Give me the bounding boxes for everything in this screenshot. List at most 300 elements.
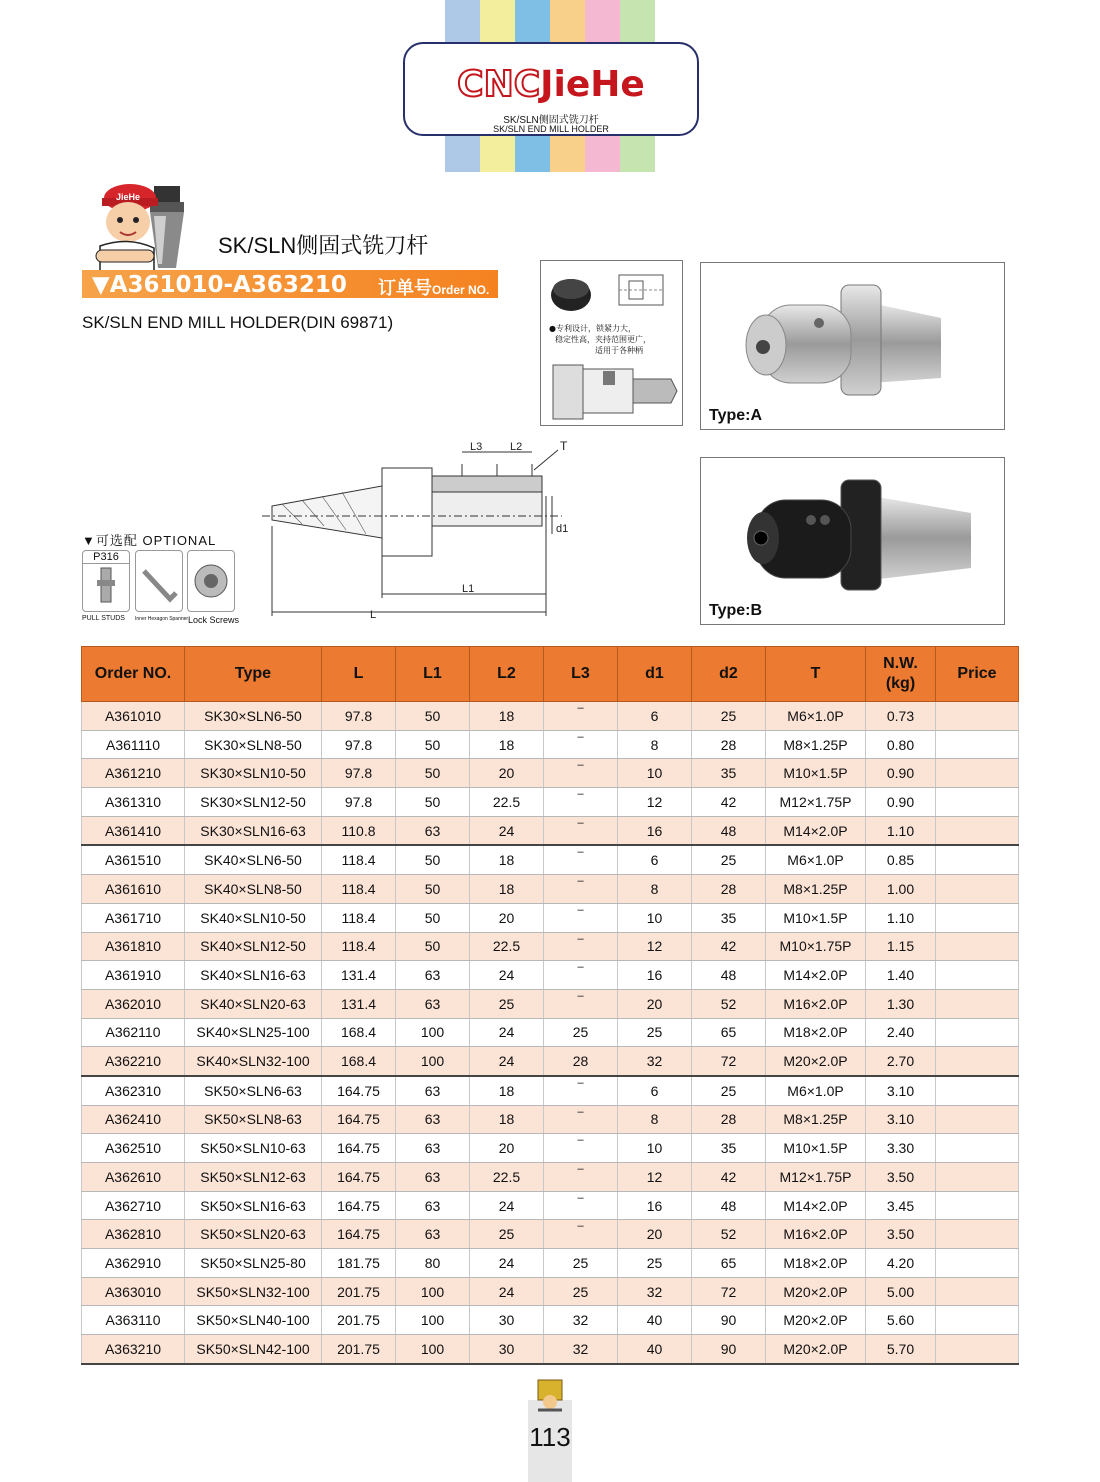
cell-d1: 25 [618,1249,692,1278]
lock-screw-label: Lock Screws [188,615,240,625]
cell-order-no: A361610 [82,875,185,904]
header-type: Type [185,647,322,702]
logo-subtitle-en: SK/SLN END MILL HOLDER [493,124,609,134]
cell-type: SK50×SLN12-63 [185,1163,322,1192]
cell-t: M6×1.0P [766,702,866,731]
cell-order-no: A363110 [82,1306,185,1335]
table-row [82,702,1019,731]
order-label-en: Order NO. [432,283,490,297]
feature-note-line: ●专利设计，锁紧力大， [549,324,636,333]
cell-l: 118.4 [322,875,396,904]
table-row [82,961,1019,990]
feature-inset [540,260,683,426]
cell-d2: 72 [692,1047,766,1076]
cell-type: SK50×SLN40-100 [185,1306,322,1335]
cell-type: SK50×SLN42-100 [185,1335,322,1364]
cell-nw: 3.50 [866,1220,936,1249]
cell-l1: 100 [396,1306,470,1335]
pull-stud-icon [83,564,129,608]
mascot-footer-icon [532,1376,568,1412]
cell-t: M16×2.0P [766,1220,866,1249]
cell-order-no: A362110 [82,1018,185,1047]
cell-l2: 18 [470,845,544,874]
cell-price [936,1018,1019,1047]
cell-d2: 48 [692,816,766,845]
cell-nw: 0.90 [866,788,936,817]
header-l2: L2 [470,647,544,702]
cell-price [936,1047,1019,1076]
cell-l1: 50 [396,875,470,904]
cell-type: SK40×SLN8-50 [185,875,322,904]
cell-d1: 16 [618,1191,692,1220]
cell-d1: 12 [618,1163,692,1192]
cell-t: M18×2.0P [766,1018,866,1047]
cell-type: SK40×SLN16-63 [185,961,322,990]
cell-l2: 30 [470,1306,544,1335]
cell-d1: 32 [618,1277,692,1306]
cell-l3: – [544,702,618,731]
cell-l2: 30 [470,1335,544,1364]
optional-title: ▼可选配 OPTIONAL [82,533,217,548]
cell-d1: 40 [618,1335,692,1364]
cell-l: 118.4 [322,845,396,874]
cell-d1: 25 [618,1018,692,1047]
cell-l2: 22.5 [470,932,544,961]
cell-nw: 1.00 [866,875,936,904]
cell-l3: – [544,1134,618,1163]
table-header [82,647,1019,702]
cell-l3: – [544,845,618,874]
cell-type: SK40×SLN20-63 [185,989,322,1018]
cell-d1: 20 [618,989,692,1018]
cell-price [936,1076,1019,1105]
cell-d2: 35 [692,903,766,932]
cell-nw: 3.30 [866,1134,936,1163]
product-subtitle: SK/SLN END MILL HOLDER(DIN 69871) [82,313,394,332]
pull-stud-option [82,550,130,612]
technical-drawing [262,436,582,626]
cell-price [936,1105,1019,1134]
cell-type: SK40×SLN6-50 [185,845,322,874]
table-row [82,1018,1019,1047]
dim-label-l2: L2 [510,441,523,453]
header-l3: L3 [544,647,618,702]
table-row [82,1047,1019,1076]
cell-l1: 63 [396,1134,470,1163]
cell-d1: 16 [618,961,692,990]
order-label-cn: 订单号 [378,278,432,298]
brand-logo-box [403,42,699,136]
cell-l: 97.8 [322,759,396,788]
cell-l2: 20 [470,903,544,932]
cell-d2: 25 [692,845,766,874]
cell-type: SK40×SLN12-50 [185,932,322,961]
table-row [82,1249,1019,1278]
cell-order-no: A362810 [82,1220,185,1249]
type-a-photo [700,262,1005,430]
type-b-photo [700,457,1005,625]
cell-l1: 100 [396,1047,470,1076]
cell-type: SK50×SLN8-63 [185,1105,322,1134]
cell-l3: – [544,903,618,932]
mascot-illustration [92,176,222,276]
cell-type: SK50×SLN6-63 [185,1076,322,1105]
table-row [82,1076,1019,1105]
cell-l3: – [544,1191,618,1220]
cell-l3: – [544,875,618,904]
header-nw: N.W. (kg) [866,647,936,702]
logo-jiehe: JieHe [540,64,645,105]
logo-cnc: CNC [457,64,541,105]
cell-order-no: A361010 [82,702,185,731]
cell-d1: 6 [618,1076,692,1105]
cell-t: M8×1.25P [766,1105,866,1134]
cell-l2: 24 [470,1047,544,1076]
cell-type: SK50×SLN16-63 [185,1191,322,1220]
cell-l3: – [544,1105,618,1134]
cell-l2: 25 [470,989,544,1018]
header-d2: d2 [692,647,766,702]
cell-d1: 10 [618,903,692,932]
table-row [82,759,1019,788]
cell-l2: 24 [470,1018,544,1047]
header-l: L [322,647,396,702]
dim-label-t: T [560,439,568,453]
cell-t: M18×2.0P [766,1249,866,1278]
cell-l3: 25 [544,1277,618,1306]
cell-nw: 5.60 [866,1306,936,1335]
cell-l: 201.75 [322,1306,396,1335]
table-row [82,788,1019,817]
cell-l3: – [544,932,618,961]
cell-order-no: A361810 [82,932,185,961]
cell-l2: 24 [470,816,544,845]
cell-d2: 48 [692,961,766,990]
cell-t: M20×2.0P [766,1306,866,1335]
cell-l1: 80 [396,1249,470,1278]
table-row [82,1191,1019,1220]
cell-price [936,1249,1019,1278]
cell-l2: 18 [470,702,544,731]
cell-l1: 50 [396,788,470,817]
cell-d2: 90 [692,1306,766,1335]
cell-l: 110.8 [322,816,396,845]
cell-l2: 22.5 [470,788,544,817]
header-t: T [766,647,866,702]
cell-l1: 100 [396,1018,470,1047]
cell-l1: 100 [396,1335,470,1364]
cell-type: SK30×SLN16-63 [185,816,322,845]
cell-order-no: A362710 [82,1191,185,1220]
product-title-cn: SK/SLN侧固式铣刀杆 [218,233,429,258]
header-l1: L1 [396,647,470,702]
dim-label-d1: d1 [556,523,569,535]
cell-l: 201.75 [322,1277,396,1306]
cell-d2: 25 [692,1076,766,1105]
cell-l: 97.8 [322,788,396,817]
cell-price [936,730,1019,759]
cell-l: 164.75 [322,1220,396,1249]
cell-l2: 20 [470,759,544,788]
cell-d1: 10 [618,759,692,788]
cell-price [936,759,1019,788]
cell-l: 118.4 [322,932,396,961]
order-number-bar [82,270,498,298]
cell-d1: 12 [618,788,692,817]
cell-l1: 100 [396,1277,470,1306]
cell-d2: 90 [692,1335,766,1364]
header-d1: d1 [618,647,692,702]
cell-t: M16×2.0P [766,989,866,1018]
cell-nw: 3.10 [866,1076,936,1105]
mascot-cap-text: JieHe [116,192,141,202]
cell-order-no: A361710 [82,903,185,932]
cell-t: M20×2.0P [766,1335,866,1364]
cell-price [936,1335,1019,1364]
cell-d2: 28 [692,875,766,904]
cell-t: M8×1.25P [766,730,866,759]
cell-price [936,816,1019,845]
cell-nw: 1.15 [866,932,936,961]
cell-price [936,961,1019,990]
cell-l: 201.75 [322,1335,396,1364]
cell-l2: 24 [470,1249,544,1278]
cell-d2: 42 [692,788,766,817]
cell-price [936,1163,1019,1192]
cell-order-no: A362310 [82,1076,185,1105]
cell-l1: 50 [396,759,470,788]
table-row [82,845,1019,874]
cell-price [936,903,1019,932]
cell-d2: 25 [692,702,766,731]
cell-l2: 18 [470,730,544,759]
cell-order-no: A363210 [82,1335,185,1364]
dim-label-l1: L1 [462,583,475,595]
cell-l: 164.75 [322,1163,396,1192]
table-row [82,1277,1019,1306]
cell-type: SK50×SLN20-63 [185,1220,322,1249]
cell-l: 131.4 [322,961,396,990]
table-body [82,702,1019,1364]
cell-nw: 0.90 [866,759,936,788]
cell-d2: 28 [692,730,766,759]
cell-l1: 50 [396,932,470,961]
cell-type: SK50×SLN25-80 [185,1249,322,1278]
table-row [82,1134,1019,1163]
cell-nw: 3.10 [866,1105,936,1134]
table-row [82,1163,1019,1192]
cell-d1: 8 [618,730,692,759]
cell-d1: 20 [618,1220,692,1249]
cell-l1: 63 [396,989,470,1018]
cell-d2: 65 [692,1018,766,1047]
spanner-option [135,550,183,612]
cell-d2: 28 [692,1105,766,1134]
cell-t: M20×2.0P [766,1047,866,1076]
cell-type: SK30×SLN10-50 [185,759,322,788]
cell-l1: 50 [396,730,470,759]
cell-l3: – [544,759,618,788]
cell-nw: 3.45 [866,1191,936,1220]
cell-t: M10×1.75P [766,932,866,961]
cell-l2: 20 [470,1134,544,1163]
cell-d2: 35 [692,759,766,788]
cell-order-no: A361110 [82,730,185,759]
cell-l: 164.75 [322,1191,396,1220]
cell-d1: 12 [618,932,692,961]
cell-nw: 0.80 [866,730,936,759]
cell-l2: 24 [470,1191,544,1220]
cell-nw: 1.30 [866,989,936,1018]
cell-d1: 16 [618,816,692,845]
cell-l2: 22.5 [470,1163,544,1192]
cell-l3: 32 [544,1335,618,1364]
cell-order-no: A361310 [82,788,185,817]
cell-l1: 50 [396,702,470,731]
cell-t: M10×1.5P [766,903,866,932]
cell-nw: 4.20 [866,1249,936,1278]
cell-l3: 25 [544,1018,618,1047]
hex-spanner-icon [136,551,182,611]
cell-t: M6×1.0P [766,1076,866,1105]
cell-l: 168.4 [322,1018,396,1047]
cell-order-no: A361410 [82,816,185,845]
cell-price [936,1191,1019,1220]
spanner-label: Inner Hexagon Spanner [135,616,189,622]
holder-image-a [701,263,1004,403]
table-row [82,1105,1019,1134]
cell-t: M12×1.75P [766,788,866,817]
cell-l2: 24 [470,1277,544,1306]
cell-t: M10×1.5P [766,759,866,788]
cell-type: SK50×SLN10-63 [185,1134,322,1163]
cell-d2: 42 [692,932,766,961]
table-row [82,1335,1019,1364]
cell-d2: 52 [692,989,766,1018]
cell-type: SK30×SLN8-50 [185,730,322,759]
cell-price [936,989,1019,1018]
cell-l: 131.4 [322,989,396,1018]
cell-t: M12×1.75P [766,1163,866,1192]
cell-order-no: A361210 [82,759,185,788]
cell-nw: 1.10 [866,903,936,932]
cell-l3: – [544,961,618,990]
cell-nw: 5.70 [866,1335,936,1364]
cell-price [936,1134,1019,1163]
table-row [82,1306,1019,1335]
cell-price [936,1306,1019,1335]
cell-d1: 32 [618,1047,692,1076]
cell-l3: 25 [544,1249,618,1278]
cell-type: SK40×SLN10-50 [185,903,322,932]
cell-type: SK30×SLN6-50 [185,702,322,731]
cell-price [936,875,1019,904]
cell-l: 97.8 [322,702,396,731]
cell-l1: 63 [396,1105,470,1134]
cell-price [936,1220,1019,1249]
cell-l1: 63 [396,1076,470,1105]
type-a-caption: Type:A [709,407,763,424]
cell-d1: 8 [618,875,692,904]
cell-order-no: A363010 [82,1277,185,1306]
cell-price [936,1277,1019,1306]
table-row [82,989,1019,1018]
pull-stud-code: P316 [83,551,129,564]
cell-l: 97.8 [322,730,396,759]
lock-screw-icon [188,551,234,611]
cell-l1: 63 [396,1191,470,1220]
header-price: Price [936,647,1019,702]
type-b-caption: Type:B [709,602,763,619]
cell-l: 168.4 [322,1047,396,1076]
page-number: 113 [529,1422,571,1452]
cell-l1: 50 [396,845,470,874]
cell-l1: 63 [396,816,470,845]
cell-order-no: A362010 [82,989,185,1018]
lock-screw-option [187,550,235,612]
cell-l: 164.75 [322,1134,396,1163]
cell-nw: 1.40 [866,961,936,990]
cell-d2: 48 [692,1191,766,1220]
cell-l: 181.75 [322,1249,396,1278]
cell-l2: 18 [470,1076,544,1105]
cell-l1: 63 [396,961,470,990]
pull-stud-label: PULL STUDS [82,615,125,622]
cell-l3: – [544,1220,618,1249]
cell-l3: – [544,989,618,1018]
cell-l3: 32 [544,1306,618,1335]
cell-d1: 6 [618,702,692,731]
cell-t: M8×1.25P [766,875,866,904]
cell-type: SK50×SLN32-100 [185,1277,322,1306]
table-row [82,875,1019,904]
cell-nw: 2.70 [866,1047,936,1076]
cell-l3: – [544,1076,618,1105]
cell-order-no: A362510 [82,1134,185,1163]
cell-l1: 63 [396,1220,470,1249]
cell-nw: 5.00 [866,1277,936,1306]
screw-diagram [541,261,682,425]
cell-t: M14×2.0P [766,816,866,845]
cell-order-no: A361510 [82,845,185,874]
cell-l2: 18 [470,1105,544,1134]
spec-table [81,646,1019,1365]
cell-d2: 52 [692,1220,766,1249]
cell-d2: 72 [692,1277,766,1306]
cell-l2: 25 [470,1220,544,1249]
cell-order-no: A362610 [82,1163,185,1192]
cell-d1: 6 [618,845,692,874]
cell-d1: 10 [618,1134,692,1163]
cell-d2: 65 [692,1249,766,1278]
cell-l3: – [544,788,618,817]
feature-note-line: 稳定性高，夹持范围更广， [555,335,651,344]
cell-l3: – [544,730,618,759]
cell-nw: 3.50 [866,1163,936,1192]
cell-t: M10×1.5P [766,1134,866,1163]
cell-nw: 2.40 [866,1018,936,1047]
cell-type: SK40×SLN25-100 [185,1018,322,1047]
dim-label-l3: L3 [470,441,483,453]
cell-order-no: A362910 [82,1249,185,1278]
cell-t: M14×2.0P [766,1191,866,1220]
table-row [82,932,1019,961]
cell-nw: 0.73 [866,702,936,731]
cell-type: SK30×SLN12-50 [185,788,322,817]
table-row [82,730,1019,759]
cell-l1: 50 [396,903,470,932]
table-row [82,903,1019,932]
